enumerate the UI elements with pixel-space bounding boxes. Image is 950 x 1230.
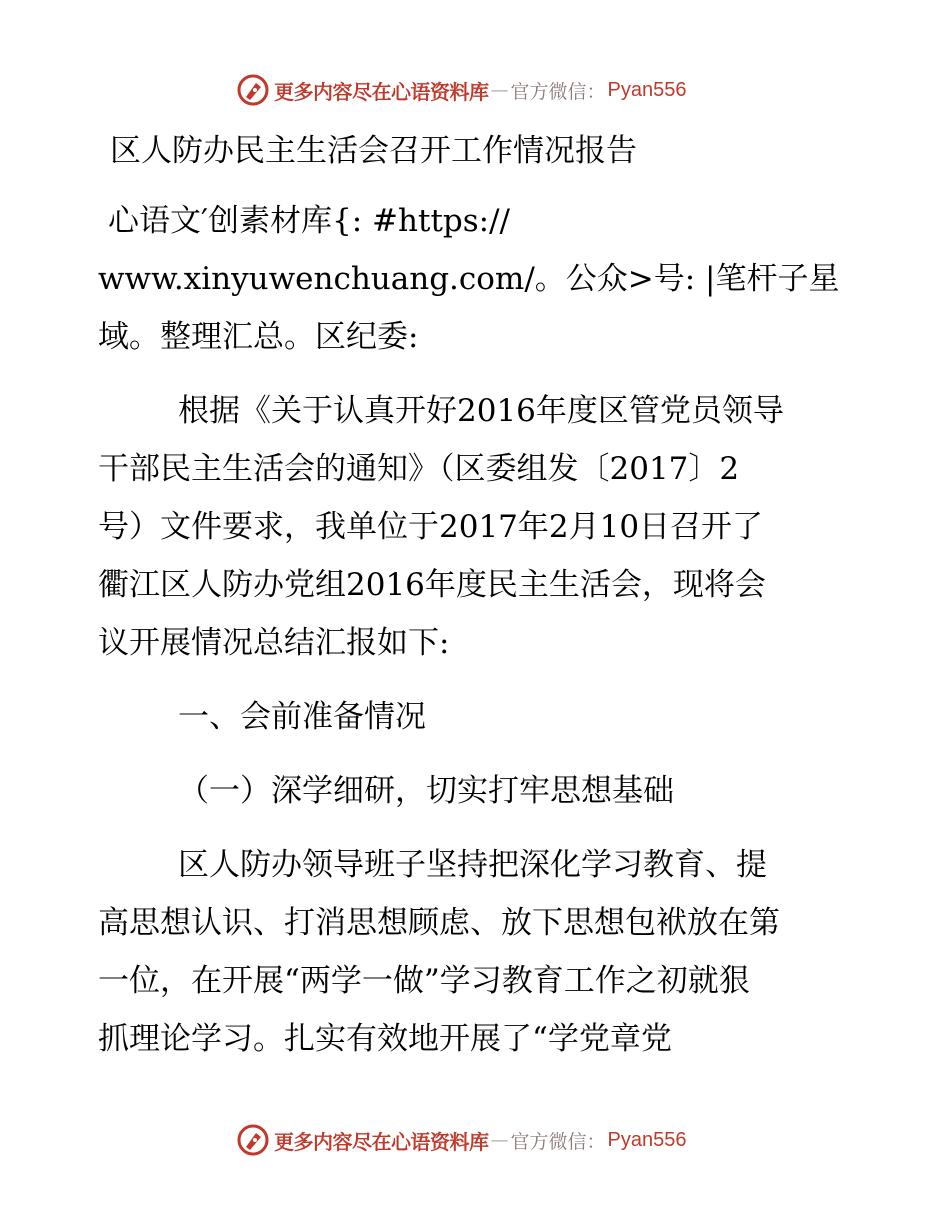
watermark-brand: 更多内容尽在心语资料库 <box>274 79 489 104</box>
watermark-handle: Pyan556 <box>607 78 687 101</box>
paragraph-line: 干部民主生活会的通知》（区委组发〔2017〕2 <box>98 451 740 487</box>
watermark-official-label: 官方微信： <box>510 1130 606 1153</box>
pen-nib-logo-icon <box>236 73 270 107</box>
watermark-handle: Pyan556 <box>607 1128 687 1151</box>
paragraph-line: 高思想认识、打消思想顾虑、放下思想包袱放在第 <box>98 905 780 941</box>
section-heading: 一、会前准备情况 <box>178 699 426 735</box>
source-line: 心语文′创素材库{: #https:// <box>108 203 511 239</box>
paragraph-line: 衢江区人防办党组2016年度民主生活会，现将会 <box>98 567 766 603</box>
paragraph-line: 一位，在开展“两学一做”学习教育工作之初就狠 <box>98 963 750 999</box>
source-line: www.xinyuwenchuang.com/。公众>号: |笔杆子星 <box>98 261 840 297</box>
watermark-official-label: 官方微信： <box>510 80 606 103</box>
paragraph-line: 抓理论学习。扎实有效地开展了“学党章党 <box>98 1021 672 1057</box>
document-title: 区人防办民主生活会召开工作情况报告 <box>110 133 637 169</box>
subsection-heading: （一）深学细研，切实打牢思想基础 <box>178 773 674 809</box>
source-line: 域。整理汇总。区纪委: <box>98 319 419 355</box>
document-body <box>98 122 858 1068</box>
watermark-footer <box>236 1122 686 1158</box>
paragraph-line: 区人防办领导班子坚持把深化学习教育、提 <box>178 847 767 883</box>
watermark-brand: 更多内容尽在心语资料库 <box>274 1129 489 1154</box>
paragraph-line: 根据《关于认真开好2016年度区管党员领导 <box>178 393 784 429</box>
paragraph-line: 议开展情况总结汇报如下: <box>98 625 450 661</box>
pen-nib-logo-icon <box>236 1123 270 1157</box>
watermark-dash: — <box>490 1129 509 1151</box>
paragraph-line: 号）文件要求，我单位于2017年2月10日召开了 <box>98 509 764 545</box>
watermark-header <box>236 72 686 108</box>
watermark-dash: — <box>490 79 509 101</box>
